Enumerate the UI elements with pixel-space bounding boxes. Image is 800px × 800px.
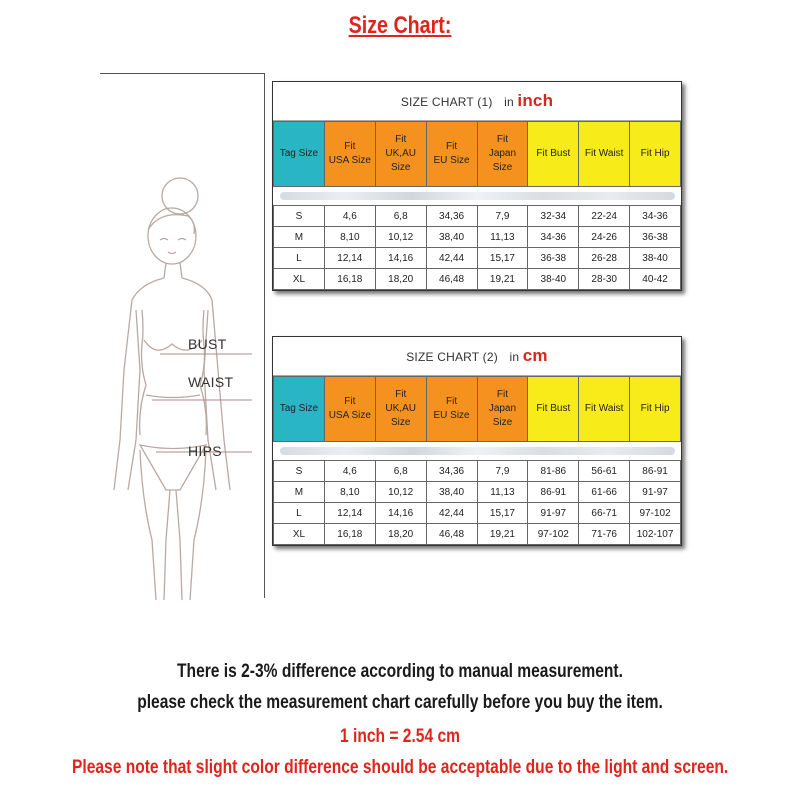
header-uk-au-size [375,122,426,187]
header-label: Fit Waist [584,403,624,414]
table-cell: 34,36 [426,206,477,227]
table-cell: 46,48 [426,524,477,545]
table-cell: 6,8 [375,461,426,482]
header-japan-size [477,122,528,187]
table-cell: 19,21 [477,269,528,290]
table-row [274,482,681,503]
table-cell: L [274,248,325,269]
header-fit-hip [630,122,681,187]
header-label: Fit EU Size [433,141,470,166]
table-cell: 22-24 [579,206,630,227]
note-color-difference: Please note that slight color difference should be acceptable due to the light and screen. [72,757,729,778]
header-label: Fit Hip [640,148,670,159]
blurred-strip [274,187,681,206]
header-label: Fit Japan Size [488,134,517,173]
header-fit-waist [579,377,630,442]
waist-label: WAIST [188,374,234,390]
table-row [274,461,681,482]
table-cell: L [274,503,325,524]
note-check-chart: please check the measurement chart carefully before you buy the item. [137,692,663,713]
unit-label: cm [522,346,548,365]
note-measurement-difference: There is 2-3% difference according to manual measurement. [177,661,623,682]
table-cell: 12,14 [324,248,375,269]
blurred-strip [280,192,675,200]
size-chart-inch [272,81,682,291]
header-label: Fit Bust [536,403,571,414]
table-row [274,227,681,248]
header-label: Fit Japan Size [488,389,517,428]
table-cell: XL [274,524,325,545]
header-tag-size [274,122,325,187]
header-label: Tag Size [279,148,319,159]
unit-prefix: in [504,95,514,109]
page-title: Size Chart: [348,12,452,39]
table-cell: 42,44 [426,248,477,269]
table-cell: 8,10 [324,482,375,503]
table-cell: 32-34 [528,206,579,227]
size-table [273,376,681,545]
table-cell: 12,14 [324,503,375,524]
table-cell: 24-26 [579,227,630,248]
body-figure-illustration [100,160,260,600]
table-cell: 38-40 [528,269,579,290]
header-label: Fit UK,AU Size [385,389,416,428]
header-fit-hip [630,377,681,442]
header-label: Fit UK,AU Size [385,134,416,173]
note-inch-conversion: 1 inch = 2.54 cm [340,726,460,747]
table-row [274,269,681,290]
table-cell: 38,40 [426,482,477,503]
table-cell: 34,36 [426,461,477,482]
table-row [274,248,681,269]
table-cell: 56-61 [579,461,630,482]
table-cell: 14,16 [375,503,426,524]
table-cell: 71-76 [579,524,630,545]
table-cell: 16,18 [324,524,375,545]
table-row [274,503,681,524]
header-label: Fit Waist [584,148,624,159]
table-cell: 86-91 [630,461,681,482]
table-cell: XL [274,269,325,290]
table-cell: 15,17 [477,503,528,524]
header-label: Fit USA Size [328,396,371,421]
header-usa-size [324,377,375,442]
header-fit-waist [579,122,630,187]
table-cell: 18,20 [375,524,426,545]
table-cell: 81-86 [528,461,579,482]
hips-label: HIPS [188,443,222,459]
table-cell: S [274,206,325,227]
header-fit-bust [528,377,579,442]
table-cell: 91-97 [630,482,681,503]
table-cell: 36-38 [630,227,681,248]
header-label: Fit EU Size [433,396,470,421]
table-cell: 4,6 [324,206,375,227]
table-cell: 38-40 [630,248,681,269]
header-label: Fit USA Size [328,141,371,166]
table-cell: M [274,227,325,248]
blurred-strip [280,447,675,455]
table-cell: 38,40 [426,227,477,248]
size-chart-cm [272,336,682,546]
table-cell: 40-42 [630,269,681,290]
table-header-row [274,122,681,187]
table-cell: 7,9 [477,206,528,227]
table-cell: 15,17 [477,248,528,269]
table-cell: 97-102 [630,503,681,524]
table-cell: 10,12 [375,482,426,503]
table-cell: 86-91 [528,482,579,503]
header-eu-size [426,377,477,442]
unit-prefix: in [509,350,520,364]
table-cell: 6,8 [375,206,426,227]
header-uk-au-size [375,377,426,442]
blurred-row [274,187,681,206]
table-cell: 16,18 [324,269,375,290]
table-cell: S [274,461,325,482]
table-cell: 4,6 [324,461,375,482]
table-row [274,206,681,227]
header-eu-size [426,122,477,187]
blurred-strip [274,442,681,461]
table-cell: 19,21 [477,524,528,545]
table-cell: 11,13 [477,227,528,248]
header-label: Fit Hip [640,403,670,414]
header-tag-size [274,377,325,442]
table-cell: 34-36 [528,227,579,248]
table-cell: 34-36 [630,206,681,227]
table-cell: 97-102 [528,524,579,545]
table-cell: 28-30 [579,269,630,290]
unit-label: inch [517,91,554,110]
bust-label: BUST [188,336,227,352]
header-label: Tag Size [279,403,319,414]
table-cell: 11,13 [477,482,528,503]
table-header-row [274,377,681,442]
table-cell: 91-97 [528,503,579,524]
table-cell: 18,20 [375,269,426,290]
header-label: Fit Bust [536,148,571,159]
table-cell: M [274,482,325,503]
table-cell: 61-66 [579,482,630,503]
size-table [273,121,681,290]
table-cell: 36-38 [528,248,579,269]
header-japan-size [477,377,528,442]
header-fit-bust [528,122,579,187]
table-cell: 102-107 [630,524,681,545]
header-usa-size [324,122,375,187]
table-cell: 10,12 [375,227,426,248]
blurred-row [274,442,681,461]
table-cell: 42,44 [426,503,477,524]
table-cell: 14,16 [375,248,426,269]
table-title [273,337,681,376]
table-cell: 46,48 [426,269,477,290]
table-cell: 8,10 [324,227,375,248]
table-title [273,82,681,121]
table-title-text: SIZE CHART (1) [400,95,493,109]
table-cell: 26-28 [579,248,630,269]
table-row [274,524,681,545]
table-title-text: SIZE CHART (2) [406,350,498,364]
table-cell: 7,9 [477,461,528,482]
table-cell: 66-71 [579,503,630,524]
